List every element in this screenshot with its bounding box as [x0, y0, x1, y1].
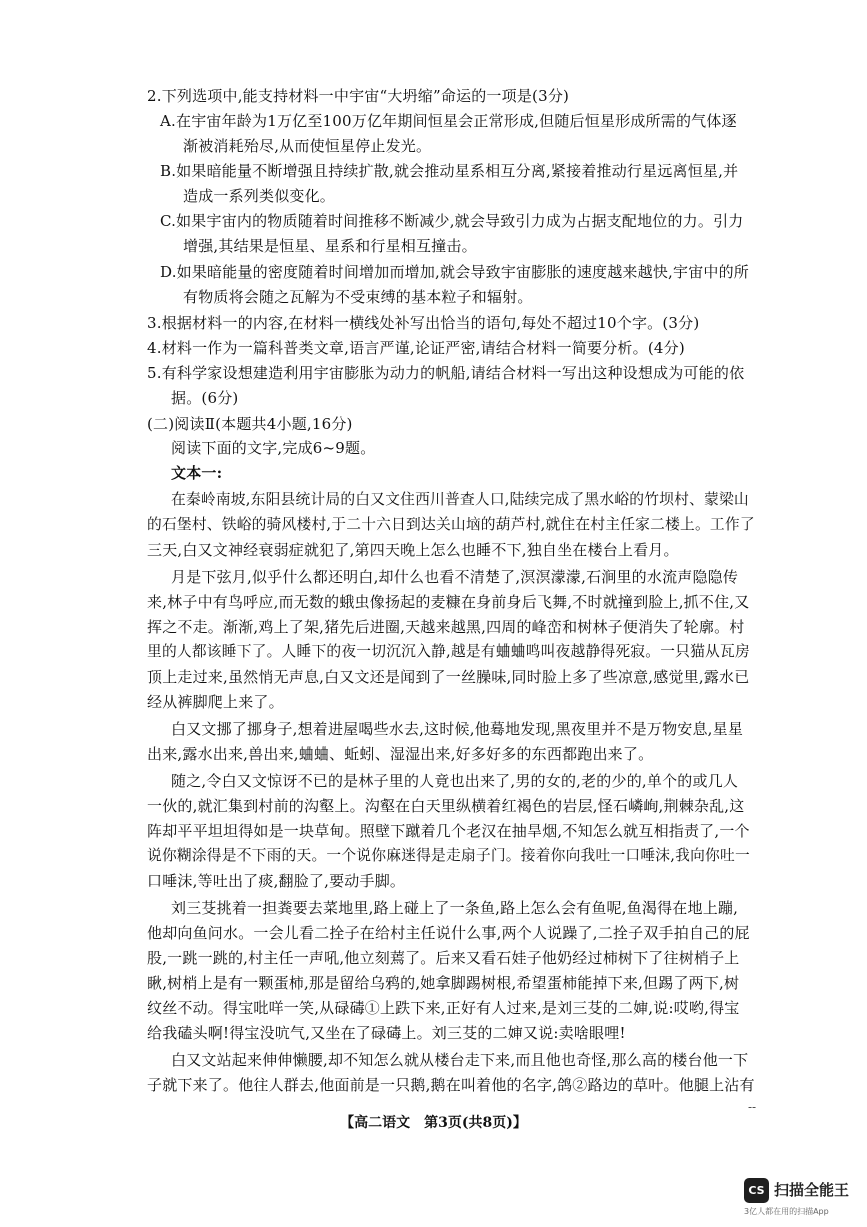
text-line: 据。(6分): [171, 389, 239, 407]
text-line: A.在宇宙年龄为1万亿至100万亿年期间恒星会正常形成,但随后恒星形成所需的气体逐: [160, 112, 737, 130]
text-line: 子就下来了。他往人群去,他面前是一只鹅,鹅在叫着他的名字,鸽②路边的草叶。他腿上沾有: [147, 1076, 755, 1094]
text-line: 来,林子中有鸟呼应,而无数的蛾虫像扬起的麦糠在身前身后飞舞,不时就撞到脸上,抓不住,又: [147, 593, 750, 611]
text-line: 3.根据材料一的内容,在材料一横线处补写出恰当的语句,每处不超过10个字。(3分): [147, 314, 700, 332]
text-line: 有物质将会随之瓦解为不受束缚的基本粒子和辐射。: [183, 288, 533, 306]
text-line: C.如果宇宙内的物质随着时间推移不断减少,就会导致引力成为占据支配地位的力。引力: [160, 212, 744, 230]
text-line: 顶上走过来,虽然悄无声息,白又文还是闻到了一丝臊味,同时脸上多了些凉意,感觉里,露水已: [147, 668, 750, 686]
text-line: 4.材料一作为一篇科普类文章,语言严谨,论证严密,请结合材料一简要分析。(4分): [147, 339, 685, 357]
text-line: 出来,露水出来,兽出来,蛐蛐、蚯蚓、湿湿出来,好多好多的东西都跑出来了。: [147, 745, 654, 763]
text-line: 2.下列选项中,能支持材料一中宇宙“大坍缩”命运的一项是(3分): [147, 87, 570, 105]
text-line: 股,一跳一跳的,村主任一声吼,他立刻蔫了。后来又看石娃子他奶经过柿树下了往树梢子上: [147, 949, 740, 967]
scanner-name: 扫描全能王: [774, 1181, 850, 1199]
text-line: 一伙的,就汇集到村前的沟壑上。沟壑在白天里纵横着红褐色的岩层,怪石嶙峋,荆棘杂乱,这: [147, 797, 745, 815]
text-line: 在秦岭南坡,东阳县统计局的白又文住西川普查人口,陆续完成了黑水峪的竹坝村、蒙梁山: [171, 491, 749, 508]
text-line: 瞅,树梢上是有一颗蛋柿,那是留给乌鸦的,她拿脚踢树根,希望蛋柿能掉下来,但踢了两下,树: [147, 974, 740, 992]
text-line: (二)阅读Ⅱ(本题共4小题,16分): [147, 415, 353, 433]
scanner-watermark: [744, 1176, 860, 1218]
text-line: 渐被消耗殆尽,从而使恒星停止发光。: [183, 137, 432, 155]
text-line: 他却向鱼问水。一会儿看二拴子在给村主任说什么事,两个人说躁了,二拴子双手拍自己的屁: [147, 924, 750, 942]
text-line: D.如果暗能量的密度随着时间增加而增加,就会导致宇宙膨胀的速度越来越快,宇宙中的所: [160, 263, 749, 281]
text-line: B.如果暗能量不断增强且持续扩散,就会推动星系相互分离,紧接着推动行星远离恒星,并: [160, 162, 739, 180]
text-line: 说你糊涂得是不下雨的天。一个说你麻迷得是走扇子门。接着你向我吐一口唾沫,我向你吐一: [147, 847, 750, 864]
text-line: 造成一系列类似变化。: [183, 187, 336, 205]
text-line: 阅读下面的文字,完成6~9题。: [171, 439, 376, 457]
text-line: 里的人都该睡下了。人睡下的夜一切沉沉入静,越是有蛐蛐鸣叫夜越静得死寂。一只猫从瓦房: [147, 643, 750, 660]
text-line: 阵却平平坦坦得如是一块草甸。照壁下蹴着几个老汉在抽旱烟,不知怎么就互相指责了,一个: [147, 822, 750, 840]
text-line: 随之,令白又文惊讶不已的是林子里的人竟也出来了,男的女的,老的少的,单个的或几人: [171, 772, 739, 790]
scanner-tagline: 3亿人都在用的扫描App: [744, 1207, 829, 1216]
page-footer: 【高二语文 第3页(共8页)】: [340, 1115, 527, 1131]
text-line: 5.有科学家设想建造利用宇宙膨胀为动力的帆船,请结合材料一写出这种设想成为可能的依: [147, 364, 745, 382]
text-line: 口唾沫,等吐出了痰,翻脸了,要动手脚。: [147, 872, 406, 890]
text-line: 给我磕头啊!得宝没吭气,又坐在了碌碡上。刘三芟的二婶又说:卖啥眼哩!: [147, 1024, 626, 1042]
text-line: 白又文站起来伸伸懒腰,却不知怎么就从楼台走下来,而且他也奇怪,那么高的楼台他一下: [171, 1051, 749, 1069]
text-line: 挥之不走。渐渐,鸡上了架,猪先后进圈,天越来越黑,四周的峰峦和树林子便消失了轮廓。村: [147, 618, 745, 636]
text-line: 纹丝不动。得宝吡咩一笑,从碌碡①上跌下来,正好有人过来,是刘三芟的二婶,说:哎哟,得宝: [147, 999, 740, 1017]
text-line: 月是下弦月,似乎什么都还明白,却什么也看不清楚了,溟溟濛濛,石涧里的水流声隐隐传: [171, 568, 739, 586]
text-line: 白又文挪了挪身子,想着进屋喝些水去,这时候,他蓦地发现,黑夜里并不是万物安息,星星: [171, 720, 744, 738]
text-line: 经从裤脚爬上来了。: [147, 693, 284, 711]
text-line: 文本一:: [171, 464, 223, 482]
camscanner-logo-icon: CS: [744, 1178, 769, 1203]
text-line: 增强,其结果是恒星、星系和行星相互撞击。: [183, 237, 477, 255]
text-line: 三天,白又文神经衰弱症就犯了,第四天晚上怎么也睡不下,独自坐在楼台上看月。: [147, 541, 679, 559]
text-line: 的石堡村、铁峪的骑风楼村,于二十六日到达关山垴的葫芦村,就住在村主任家二楼上。工作了: [147, 516, 755, 533]
corner-mark: --: [748, 1100, 757, 1114]
text-line: 刘三芟挑着一担粪要去菜地里,路上碰上了一条鱼,路上怎么会有鱼呢,鱼渴得在地上蹦,: [171, 899, 739, 917]
